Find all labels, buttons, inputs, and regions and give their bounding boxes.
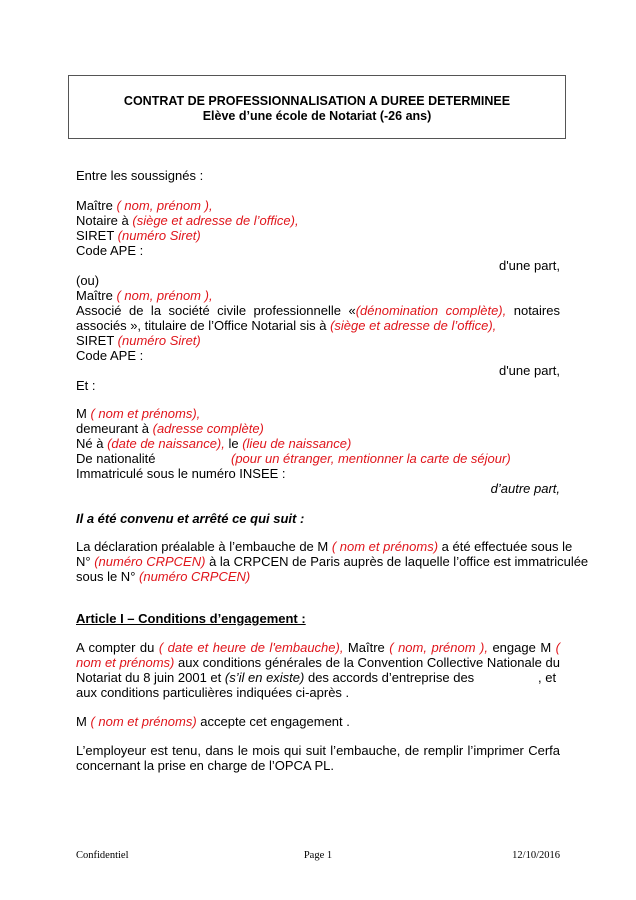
placeholder-siret: (numéro Siret): [117, 333, 201, 348]
placeholder-nom-prenoms: ( nom et prénoms): [331, 539, 439, 554]
party2-nationalite-line: De nationalité: [76, 451, 156, 466]
placeholder-crpcen: (numéro CRPCEN): [94, 554, 206, 569]
placeholder-siege: (siège et adresse de l’office),: [330, 318, 497, 333]
party1b-ape-line: Code APE :: [76, 348, 144, 363]
party1b-associe-line: Associé de la société civile professionnelle «(dénomination complète), notaires: [76, 303, 560, 318]
party1-ape-line: Code APE :: [76, 243, 144, 258]
intro-line: Entre les soussignés :: [76, 168, 204, 183]
article-1-p1-line-2: nom et prénoms) aux conditions générales de la Convention Collective Nationale du: [76, 655, 560, 670]
party2-dautre-part: d’autre part,: [490, 481, 560, 496]
party2-naissance-line: Né à (date de naissance), le (lieu de naissance): [76, 436, 352, 451]
placeholder-nom-prenoms: ( nom et prénoms),: [90, 406, 201, 421]
party2-m-line: M ( nom et prénoms),: [76, 406, 201, 421]
party1b-office-line: associés », titulaire de l’Office Notarial sis à (siège et adresse de l’office),: [76, 318, 497, 333]
declaration-line-1: La déclaration préalable à l’embauche de M ( nom et prénoms) a été effectuée sous le: [76, 539, 573, 554]
party2-demeurant-line: demeurant à (adresse complète): [76, 421, 264, 436]
placeholder-nom-prenom: ( nom, prénom ),: [389, 640, 488, 655]
title-box: [68, 75, 566, 139]
placeholder-lieu-naissance: (lieu de naissance): [242, 436, 352, 451]
article-1-p1-et: , et: [538, 670, 557, 685]
article-1-heading: Article I – Conditions d’engagement :: [76, 611, 306, 626]
placeholder-nom-prenoms: ( nom et prénoms): [90, 714, 197, 729]
placeholder-etranger: (pour un étranger, mentionner la carte de séjour): [231, 451, 511, 466]
article-1-p1-line-1: A compter du ( date et heure de l'embauche), Maître ( nom, prénom ), engage M (: [76, 640, 560, 655]
placeholder-siret: (numéro Siret): [117, 228, 201, 243]
document-subtitle: Elève d’une école de Notariat (-26 ans): [202, 109, 432, 123]
et-line: Et :: [76, 378, 96, 393]
party1-notaire-line: Notaire à (siège et adresse de l’office),: [76, 213, 299, 228]
declaration-line-3: sous le N° (numéro CRPCEN): [76, 569, 251, 584]
placeholder-date-naissance: (date de naissance),: [107, 436, 225, 451]
placeholder-adresse: (adresse complète): [152, 421, 264, 436]
sil-en-existe: (s’il en existe): [224, 670, 305, 685]
footer-confidentiel: Confidentiel: [76, 850, 129, 861]
party1-maitre-line: Maître ( nom, prénom ),: [76, 198, 213, 213]
article-1-p1-line-4: aux conditions particulières indiquées ci-après .: [76, 685, 350, 700]
party2-insee-line: Immatriculé sous le numéro INSEE :: [76, 466, 286, 481]
placeholder-denomination: (dénomination complète),: [355, 303, 507, 318]
placeholder-siege: (siège et adresse de l’office),: [132, 213, 299, 228]
footer-page-number: Page 1: [303, 850, 333, 861]
party1b-siret-line: SIRET (numéro Siret): [76, 333, 201, 348]
article-1-p3-line-1: L’employeur est tenu, dans le mois qui suit l’embauche, de remplir l’imprimer Cerfa: [76, 743, 560, 758]
placeholder-nom-prenoms: nom et prénoms): [76, 655, 175, 670]
placeholder-nom-prenom: ( nom, prénom ),: [116, 198, 213, 213]
placeholder-crpcen: (numéro CRPCEN): [139, 569, 251, 584]
party1-siret-line: SIRET (numéro Siret): [76, 228, 201, 243]
party1b-maitre-line: Maître ( nom, prénom ),: [76, 288, 213, 303]
document-title: CONTRAT DE PROFESSIONNALISATION A DUREE DETERMINEE: [123, 94, 511, 108]
footer-date: 12/10/2016: [512, 850, 560, 861]
ou-line: (ou): [76, 273, 100, 288]
placeholder-date-embauche: ( date et heure de l'embauche),: [158, 640, 344, 655]
convenu-heading: Il a été convenu et arrêté ce qui suit :: [76, 511, 305, 526]
article-1-p2: M ( nom et prénoms) accepte cet engagement .: [76, 714, 350, 729]
party1-dune-part: d'une part,: [498, 258, 560, 273]
article-1-p1-line-3: Notariat du 8 juin 2001 et (s’il en existe) des accords d’entreprise des: [76, 670, 475, 685]
party1b-dune-part: d'une part,: [498, 363, 560, 378]
article-1-p3-line-2: concernant la prise en charge de l’OPCA PL.: [76, 758, 334, 773]
declaration-line-2: N° (numéro CRPCEN) à la CRPCEN de Paris auprès de laquelle l’office est immatriculée: [76, 554, 589, 569]
placeholder-nom-prenom: ( nom, prénom ),: [116, 288, 213, 303]
